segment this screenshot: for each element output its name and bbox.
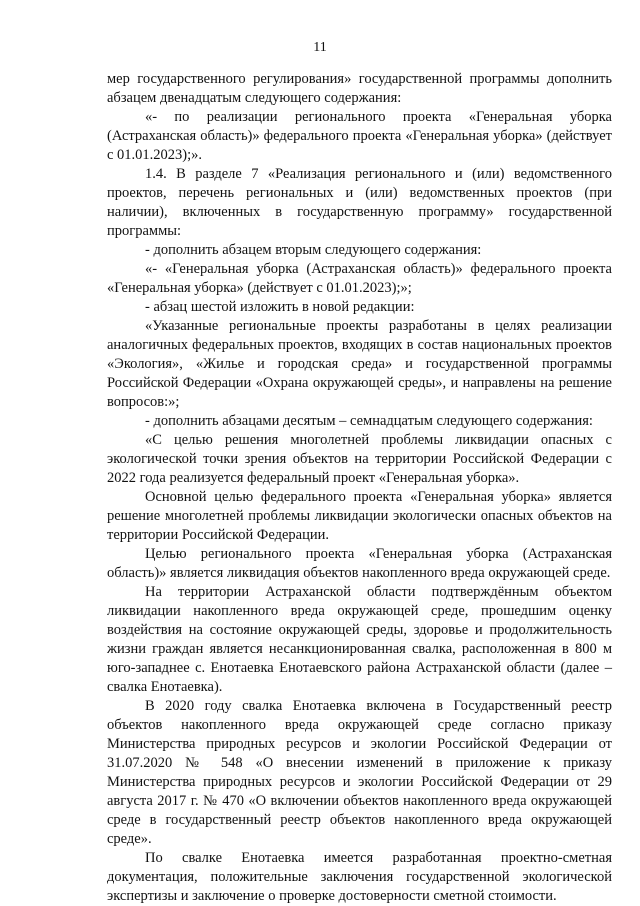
paragraph-6: - абзац шестой изложить в новой редакции:: [145, 299, 415, 315]
paragraph-13: В 2020 году свалка Енотаевка включена в Государственный реестр объектов накопленного вреда окружающей среде согласно приказу Министерства природных ресурсов и экологии Российской Федерации от 31.07.2020 № 548 «О внесении изменений в приложение к приказу Министерства природных ресурсов и экологии Российской Федерации от 29 августа 2017 г. № 470 «О включении объектов накопленного вреда окружающей среде в государственный реестр объектов накопленного вреда окружающей среде».: [107, 698, 612, 847]
paragraph-10: Основной целью федерального проекта «Генеральная уборка» является решение многолетней проблемы ликвидации экологически опасных объектов на территории Российской Федерации.: [107, 489, 612, 543]
paragraph-11: Целью регионального проекта «Генеральная уборка (Астраханская область)» является ликвидация объектов накопленного вреда окружающей среде.: [107, 546, 612, 581]
paragraph-8: - дополнить абзацами десятым – семнадцатым следующего содержания:: [145, 413, 593, 429]
paragraph-3: 1.4. В разделе 7 «Реализация регионального и (или) ведомственного проектов, перечень региональных и (или) ведомственных проектов (при наличии), включенных в государственную программу» государственной программы:: [107, 166, 612, 239]
paragraph-5: «- «Генеральная уборка (Астраханская область)» федерального проекта «Генеральная уборка» (действует с 01.01.2023);»;: [107, 261, 612, 296]
paragraph-12: На территории Астраханской области подтверждённым объектом ликвидации накопленного вреда окружающей среде, прошедшим оценку воздействия на состояние окружающей среды, здоровье и продолжительность жизни граждан является несанкционированная свалка, расположенная в 800 м юго-западнее с. Енотаевка Енотаевского района Астраханской области (далее – свалка Енотаевка).: [107, 584, 612, 695]
paragraph-1: мер государственного регулирования» государственной программы дополнить абзацем двенадцатым следующего содержания:: [107, 71, 612, 106]
paragraph-2: «- по реализации регионального проекта «Генеральная уборка (Астраханская область)» федерального проекта «Генеральная уборка» (действует с 01.01.2023);».: [107, 109, 612, 163]
paragraph-14: По свалке Енотаевка имеется разработанная проектно-сметная документация, положительные заключения государственной экологической экспертизы и заключение о проверке достоверности сметной стоимости.: [107, 850, 612, 904]
paragraph-4: - дополнить абзацем вторым следующего содержания:: [145, 242, 482, 258]
page-number: 11: [313, 40, 327, 55]
paragraph-9: «С целью решения многолетней проблемы ликвидации опасных с экологической точки зрения объектов на территории Российской Федерации с 2022 года реализуется федеральный проект «Генеральная уборка».: [107, 432, 612, 486]
paragraph-7: «Указанные региональные проекты разработаны в целях реализации аналогичных федеральных проектов, входящих в состав национальных проектов «Экология», «Жилье и городская среда» и государственной программы Российской Федерации «Охрана окружающей среды», и направлены на решение вопросов:»;: [107, 318, 612, 410]
document-body: [107, 70, 612, 906]
